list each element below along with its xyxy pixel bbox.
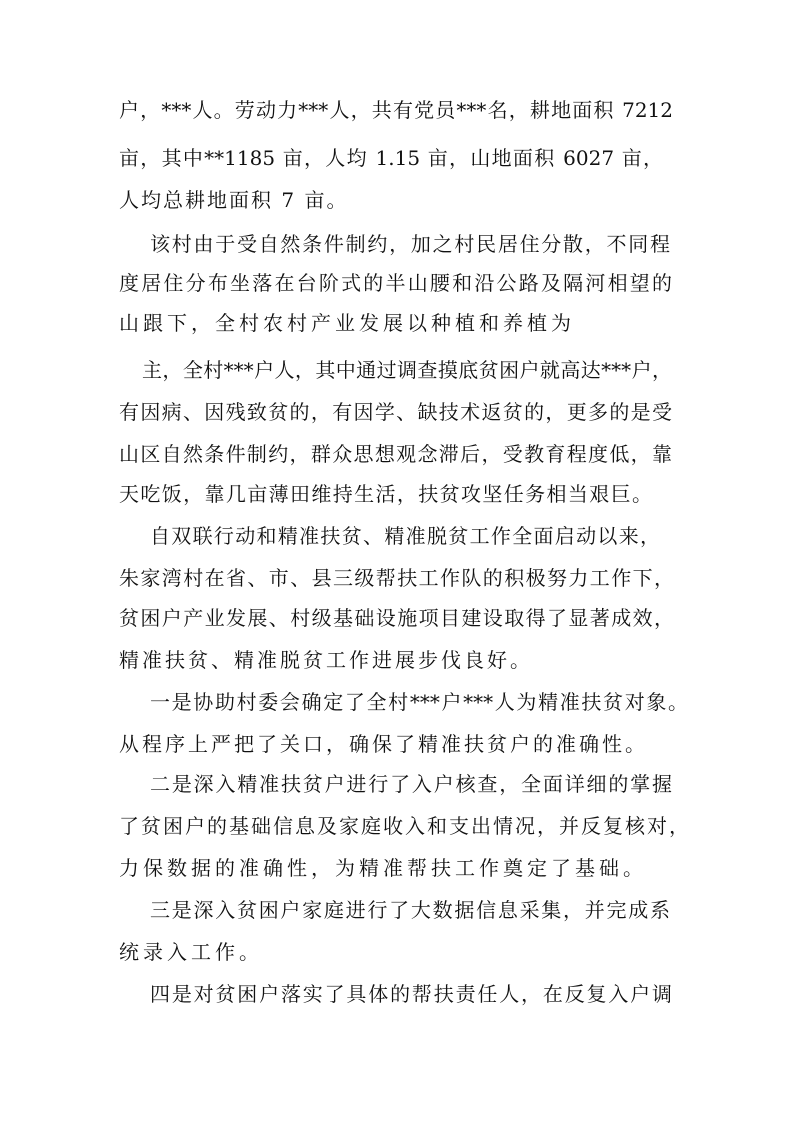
text-line-1: 户，***人。劳动力***人，共有党员***名，耕地面积 7212 [119,98,673,122]
text-line-11: 自双联行动和精准扶贫、精准脱贫工作全面启动以来， [150,524,660,548]
text-line-9: 山区自然条件制约，群众思想观念滞后，受教育程度低，靠 [119,442,672,466]
text-line-8: 有因病、因残致贫的，有因学、缺技术返贫的，更多的是受 [119,400,672,424]
text-line-4: 该村由于受自然条件制约，加之村民居住分散，不同程 [150,232,670,256]
text-line-2: 亩，其中**1185 亩，人均 1.15 亩，山地面积 6027 亩， [119,146,663,170]
text-line-19: 力保数据的准确性，为精准帮扶工作奠定了基础。 [119,856,647,880]
text-line-10: 天吃饭，靠几亩薄田维持生活，扶贫攻坚任务相当艰巨。 [119,482,652,506]
text-line-20: 三是深入贫困户家庭进行了大数据信息采集，并完成系 [150,898,670,922]
text-line-7: 主，全村***户人，其中通过调查摸底贫困户就高达***户， [142,358,672,382]
text-line-18: 了贫困户的基础信息及家庭收入和支出情况，并反复核对， [119,814,689,838]
text-line-21: 统录入工作。 [119,940,263,964]
text-line-15: 一是协助村委会确定了全村***户***人为精准扶贫对象。 [150,690,688,714]
text-line-22: 四是对贫困户落实了具体的帮扶责任人，在反复入户调 [150,982,672,1006]
text-line-17: 二是深入精准扶贫户进行了入户核查，全面详细的掌握 [150,772,672,796]
text-line-14: 精准扶贫、精准脱贫工作进展步伐良好。 [119,648,533,672]
text-line-13: 贫困户产业发展、村级基础设施项目建设取得了显著成效， [119,606,674,630]
text-line-16: 从程序上严把了关口，确保了精准扶贫户的准确性。 [119,732,648,756]
text-line-3: 人均总耕地面积 7 亩。 [119,188,349,212]
text-line-12: 朱家湾村在省、市、县三级帮扶工作队的积极努力工作下， [119,566,674,590]
text-line-6: 山跟下，全村农村产业发展以种植和养植为 [119,311,575,335]
text-line-5: 度居住分布坐落在台阶式的半山腰和沿公路及隔河相望的 [119,271,672,295]
